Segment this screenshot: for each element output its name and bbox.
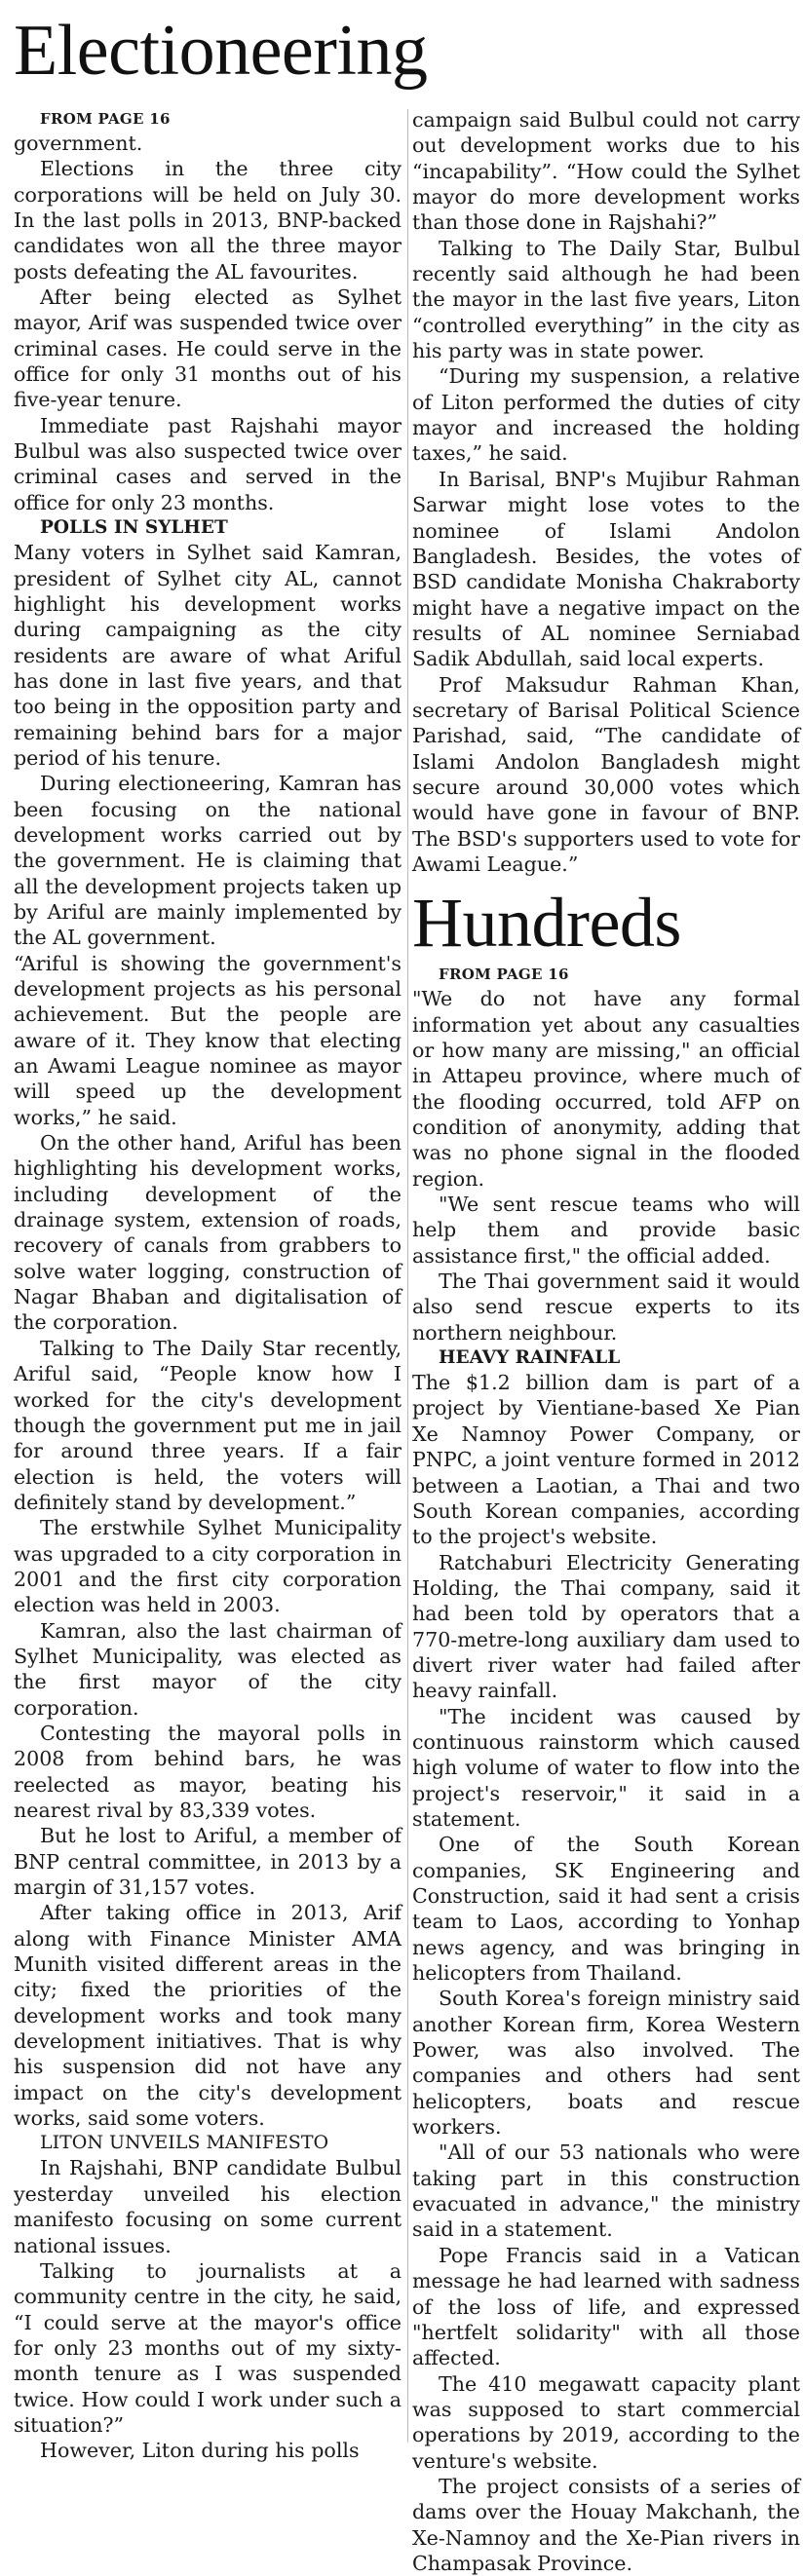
paragraph: "We sent rescue teams who will help them and provide basic assistance first," the official added. [412, 1193, 800, 1268]
paragraph: The Thai government said it would also send rescue experts to its northern neighbour. [412, 1269, 800, 1345]
paragraph: Kamran, also the last chairman of Sylhet Municipality, was elected as the first mayor of the city corporation. [14, 1618, 402, 1720]
paragraph: Pope Francis said in a Vatican message he had learned with sadness of the loss of life, and expressed "hertfelt solidarity" with all those affected. [412, 2243, 800, 2370]
paragraph: The project consists of a series of dams over the Houay Makchanh, the Xe-Namnoy and the Xe-Pian rivers in Champasak Province. [412, 2474, 800, 2575]
paragraph: Elections in the three city corporations will be held on July 30. In the last polls in 2013, BNP-backed candidates won all the three mayor posts defeating the AL favourites. [14, 157, 402, 284]
paragraph: Talking to The Daily Star recently, Ariful said, “People know how I worked for the city's development though the government put me in jail for around three years. If a fair election is held, the voters will definitely stand by development.” [14, 1336, 402, 1514]
subhead-liton-unveils-manifesto: LITON UNVEILS MANIFESTO [40, 2132, 329, 2154]
paragraph: One of the South Korean companies, SK Engineering and Construction, said it had sent a crisis team to Laos, according to Yonhap news agency, and was bringing in helicopters from Thailand. [412, 1833, 800, 1986]
paragraph: "All of our 53 nationals who were taking part in this construction evacuated in advance," the ministry said in a statement. [412, 2140, 800, 2242]
paragraph: The $1.2 billion dam is part of a project by Vientiane-based Xe Pian Xe Namnoy Power Company, or PNPC, a joint venture formed in 2012 between a Laotian, a Thai and two South Korean companies, according to the project's website. [412, 1371, 800, 1549]
paragraph: “During my suspension, a relative of Liton performed the duties of city mayor and increased the holding taxes,” he said. [412, 364, 800, 466]
paragraph: The erstwhile Sylhet Municipality was upgraded to a city corporation in 2001 and the first city corporation election was held in 2003. [14, 1516, 402, 1617]
paragraph: On the other hand, Ariful has been highlighting his development works, including development of the drainage system, extension of roads, recovery of canals from grabbers to solve water logging, construction of Nagar Bhaban and digitalisation of the corporation. [14, 1131, 402, 1335]
paragraph: In Barisal, BNP's Mujibur Rahman Sarwar might lose votes to the nominee of Islami Andolon Bangladesh. Besides, the votes of BSD candidate Monisha Chakraborty might have a negative impact on the results of AL nominee Serniabad Sadik Abdullah, said local experts. [412, 467, 800, 671]
paragraph: South Korea's foreign ministry said another Korean firm, Korea Western Power, was also involved. The companies and others had sent helicopters, boats and rescue workers. [412, 1987, 800, 2140]
paragraph: Ratchaburi Electricity Generating Holding, the Thai company, said it had been told by operators that a 770-metre-long auxiliary dam used to divert river water had failed after heavy rainfall. [412, 1550, 800, 1703]
paragraph: Prof Maksudur Rahman Khan, secretary of Barisal Political Science Parishad, said, “The candidate of Islami Andolon Bangladesh might secure around 30,000 votes which would have gone in favour of BNP. The BSD's supporters used to vote for Awami League.” [412, 672, 800, 876]
right-column [412, 107, 800, 2576]
headline-hundreds: Hundreds [412, 884, 681, 963]
paragraph: Contesting the mayoral polls in 2008 from behind bars, he was reelected as mayor, beating his nearest rival by 83,339 votes. [14, 1721, 402, 1822]
paragraph: "We do not have any formal information yet about any casualties or how many are missing," an official in Attapeu province, where much of the flooding occurred, told AFP on condition of anonymity, adding that was no phone signal in the flooded region. [412, 987, 800, 1191]
paragraph: However, Liton during his polls [40, 2439, 360, 2463]
paragraph: Immediate past Rajshahi mayor Bulbul was also suspected twice over criminal cases and served in the office for only 23 months. [14, 413, 402, 514]
paragraph: During electioneering, Kamran has been focusing on the national development works carried out by the government. He is claiming that all the development projects taken up by Ariful are mainly implemented by the AL government. [14, 772, 402, 950]
left-column [14, 107, 402, 2464]
subhead-polls-in-sylhet: POLLS IN SYLHET [40, 517, 228, 539]
paragraph: Many voters in Sylhet said Kamran, president of Sylhet city AL, cannot highlight his development works during campaigning as the city residents are aware of what Ariful has done in last five years, and that too being in the opposition party and remaining behind bars for a major period of his tenure. [14, 541, 402, 770]
paragraph: "The incident was caused by continuous rainstorm which caused high volume of water to flow into the project's reservoir," it said in a statement. [412, 1704, 800, 1831]
paragraph: government. [14, 132, 143, 155]
paragraph: Talking to journalists at a community centre in the city, he said, “I could serve at the mayor's office for only 23 months out of my sixty-month tenure as I was suspended twice. How could I work under such a situation?” [14, 2258, 402, 2437]
paragraph: After taking office in 2013, Arif along with Finance Minister AMA Munith visited different areas in the city; fixed the priorities of the development works and took many development initiatives. That is why his suspension did not have any impact on the city's development works, said some voters. [14, 1901, 402, 2131]
paragraph: Talking to The Daily Star, Bulbul recently said although he had been the mayor in the last five years, Liton “controlled everything” in the city as his party was in state power. [412, 236, 800, 363]
paragraph: In Rajshahi, BNP candidate Bulbul yesterday unveiled his election manifesto focusing on some current national issues. [14, 2156, 402, 2257]
headline-electioneering: Electioneering [14, 11, 428, 91]
column-divider [407, 109, 408, 2443]
subhead-heavy-rainfall: HEAVY RAINFALL [439, 1347, 621, 1369]
paragraph: The 410 megawatt capacity plant was supposed to start commercial operations by 2019, according to the venture's website. [412, 2371, 800, 2473]
paragraph: But he lost to Ariful, a member of BNP central committee, in 2013 by a margin of 31,157 votes. [14, 1824, 402, 1900]
paragraph: campaign said Bulbul could not carry out development works due to his “incapability”. “How could the Sylhet mayor do more development works than those done in Rajshahi?” [412, 108, 800, 235]
source-line: FROM PAGE 16 [439, 966, 569, 984]
paragraph: “Ariful is showing the government's development projects as his personal achievement. But the people are aware of it. They know that electing an Awami League nominee as mayor will speed up the development works,” he said. [14, 951, 402, 1129]
source-line: FROM PAGE 16 [40, 110, 171, 128]
paragraph: After being elected as Sylhet mayor, Arif was suspended twice over criminal cases. He could serve in the office for only 31 months out of his five-year tenure. [14, 285, 402, 412]
